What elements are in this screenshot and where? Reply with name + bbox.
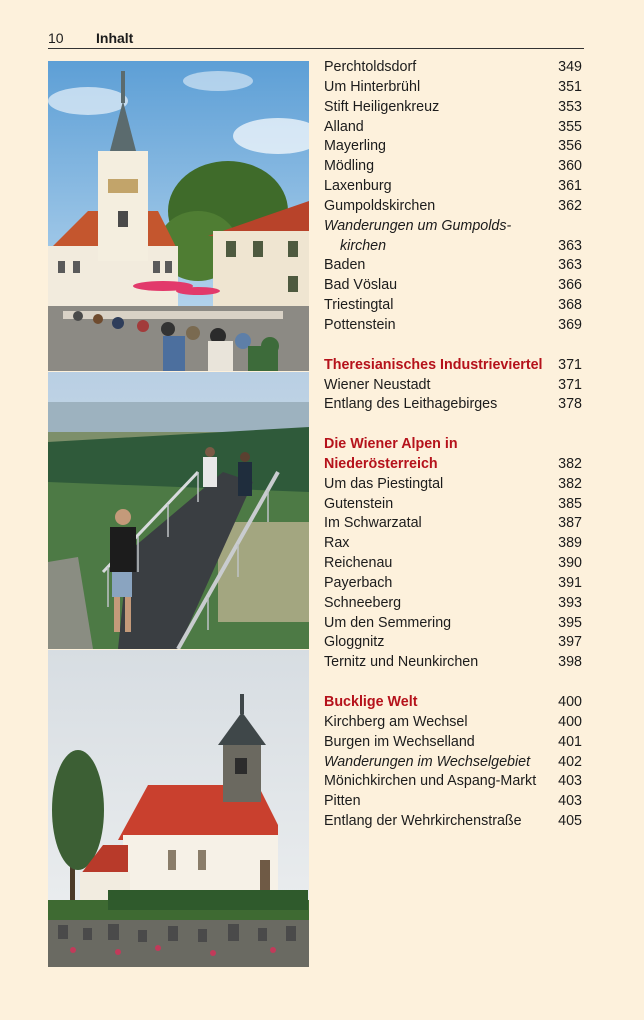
toc-entry — [324, 772, 582, 792]
toc-entry-title: Entlang des Leithagebirges — [324, 396, 498, 413]
hill-church-photo — [48, 650, 309, 967]
toc-entry-title: Kirchberg am Wechsel — [324, 713, 468, 730]
toc-hike-entry — [324, 217, 582, 237]
toc-entry-page: 391 — [558, 574, 582, 591]
toc-entry-page: 395 — [558, 614, 582, 631]
toc-entry-title: Um das Piestingtal — [324, 475, 444, 492]
toc-entry-page: 362 — [558, 197, 582, 214]
toc-entry — [324, 495, 582, 515]
toc-entry — [324, 197, 582, 217]
toc-entry-page: 400 — [558, 713, 582, 730]
toc-entry-page: 403 — [558, 773, 582, 790]
toc-entry-title: Theresianisches Industrieviertel — [324, 356, 543, 373]
toc-entry — [324, 594, 582, 614]
toc-entry-title: Bucklige Welt — [324, 694, 418, 710]
toc-entry-title: Die Wiener Alpen in — [324, 436, 458, 453]
toc-entry-title: Reichenau — [324, 555, 393, 572]
toc-entry — [324, 296, 582, 316]
toc-chapter-heading — [324, 455, 582, 475]
page-number: 10 — [48, 30, 64, 46]
toc-entry — [324, 713, 582, 733]
toc-entry-page: 361 — [558, 178, 582, 195]
toc-entry-page: 385 — [558, 495, 582, 512]
toc-spacer — [324, 336, 582, 356]
toc-entry-title: Um den Semmering — [324, 614, 452, 631]
toc-entry-page: 371 — [558, 356, 582, 373]
toc-entry-title: Laxenburg — [324, 178, 392, 195]
toc-entry-page: 382 — [558, 475, 582, 492]
toc-entry-page: 387 — [558, 515, 582, 532]
toc-entry-page: 369 — [558, 316, 582, 333]
toc-entry-page: 353 — [558, 98, 582, 115]
toc-entry — [324, 316, 582, 336]
toc-hike-entry — [324, 753, 582, 773]
toc-entry-title: Schneeberg — [324, 594, 402, 611]
toc-entry-page: 363 — [558, 257, 582, 274]
toc-entry — [324, 792, 582, 812]
toc-entry — [324, 574, 582, 594]
toc-entry-title: Um Hinterbrühl — [324, 78, 421, 95]
toc-entry-page: 400 — [558, 694, 582, 710]
toc-entry-title: Wiener Neustadt — [324, 376, 431, 393]
toc-entry-title: Gumpoldskirchen — [324, 197, 436, 214]
toc-entry-title: Wanderungen um Gumpolds- — [324, 217, 512, 234]
toc-spacer — [324, 673, 582, 693]
toc-entry-page: 398 — [558, 654, 582, 671]
toc-entry-page: 356 — [558, 138, 582, 155]
toc-entry-page: 363 — [558, 237, 582, 254]
toc-entry-page: 403 — [558, 793, 582, 810]
toc-entry-title: Mayerling — [324, 138, 386, 155]
toc-entry-title: kirchen — [340, 237, 387, 254]
toc-entry — [324, 58, 582, 78]
toc-entry — [324, 812, 582, 832]
toc-entry-title: Stift Heiligenkreuz — [324, 98, 440, 115]
toc-entry — [324, 78, 582, 98]
toc-entry-title: Niederösterreich — [324, 455, 438, 472]
toc-chapter-heading — [324, 693, 582, 713]
toc-entry-title: Payerbach — [324, 574, 393, 591]
toc-entry-title: Triestingtal — [324, 297, 394, 314]
toc-entry-page: 402 — [558, 753, 582, 770]
toc-entry-page: 371 — [558, 376, 582, 393]
toc-entry-title: Wanderungen im Wechselgebiet — [324, 753, 531, 770]
toc-entry — [324, 475, 582, 495]
town-hall-photo — [48, 61, 309, 371]
toc-entry-page: 351 — [558, 78, 582, 95]
toc-entry-page: 390 — [558, 555, 582, 572]
toc-entry — [324, 614, 582, 634]
toc-entry-page: 368 — [558, 297, 582, 314]
toc-entry — [324, 514, 582, 534]
toc-entry-page: 360 — [558, 158, 582, 175]
toc-entry-title: Ternitz und Neunkirchen — [324, 654, 479, 671]
toc-entry — [324, 98, 582, 118]
table-of-contents — [324, 58, 582, 832]
toc-entry-title: Mödling — [324, 158, 375, 175]
toc-entry-page: 349 — [558, 59, 582, 75]
toc-entry — [324, 653, 582, 673]
toc-entry — [324, 157, 582, 177]
toc-entry-title: Gloggnitz — [324, 634, 385, 651]
toc-entry-title: Alland — [324, 118, 364, 135]
toc-entry-title: Im Schwarzatal — [324, 515, 422, 532]
toc-entry-page: 393 — [558, 594, 582, 611]
toc-entry — [324, 395, 582, 415]
toc-entry-title: Mönichkirchen und Aspang-Markt — [324, 773, 537, 790]
toc-entry-title: Gutenstein — [324, 495, 394, 512]
toc-entry-title: Entlang der Wehrkirchenstraße — [324, 813, 522, 830]
toc-spacer — [324, 415, 582, 435]
toc-chapter-heading — [324, 356, 582, 376]
toc-entry-page: 401 — [558, 733, 582, 750]
toc-entry-page: 378 — [558, 396, 582, 413]
toc-entry-page: 366 — [558, 277, 582, 294]
toc-entry — [324, 177, 582, 197]
toc-entry — [324, 137, 582, 157]
toc-entry-title: Pottenstein — [324, 316, 396, 333]
toc-entry-title: Perchtoldsdorf — [324, 59, 417, 75]
toc-entry — [324, 633, 582, 653]
toc-entry-page: 355 — [558, 118, 582, 135]
toc-entry-title: Pitten — [324, 793, 361, 810]
toc-entry-title: Rax — [324, 535, 350, 552]
toc-entry — [324, 733, 582, 753]
toc-entry-page: 389 — [558, 535, 582, 552]
toc-chapter-heading — [324, 435, 582, 455]
toc-entry — [324, 276, 582, 296]
toc-entry — [324, 534, 582, 554]
viewing-platform-photo — [48, 372, 309, 649]
toc-hike-entry-continued — [324, 237, 582, 257]
toc-entry-title: Burgen im Wechselland — [324, 733, 475, 750]
toc-entry-page: 382 — [558, 455, 582, 472]
page-header — [48, 28, 584, 49]
toc-entry — [324, 554, 582, 574]
toc-entry-page: 405 — [558, 813, 582, 830]
toc-entry-title: Baden — [324, 257, 366, 274]
section-title: Inhalt — [96, 30, 134, 46]
toc-entry-title: Bad Vöslau — [324, 277, 398, 294]
toc-entry-page: 397 — [558, 634, 582, 651]
toc-entry — [324, 256, 582, 276]
toc-entry — [324, 118, 582, 138]
toc-entry — [324, 376, 582, 396]
